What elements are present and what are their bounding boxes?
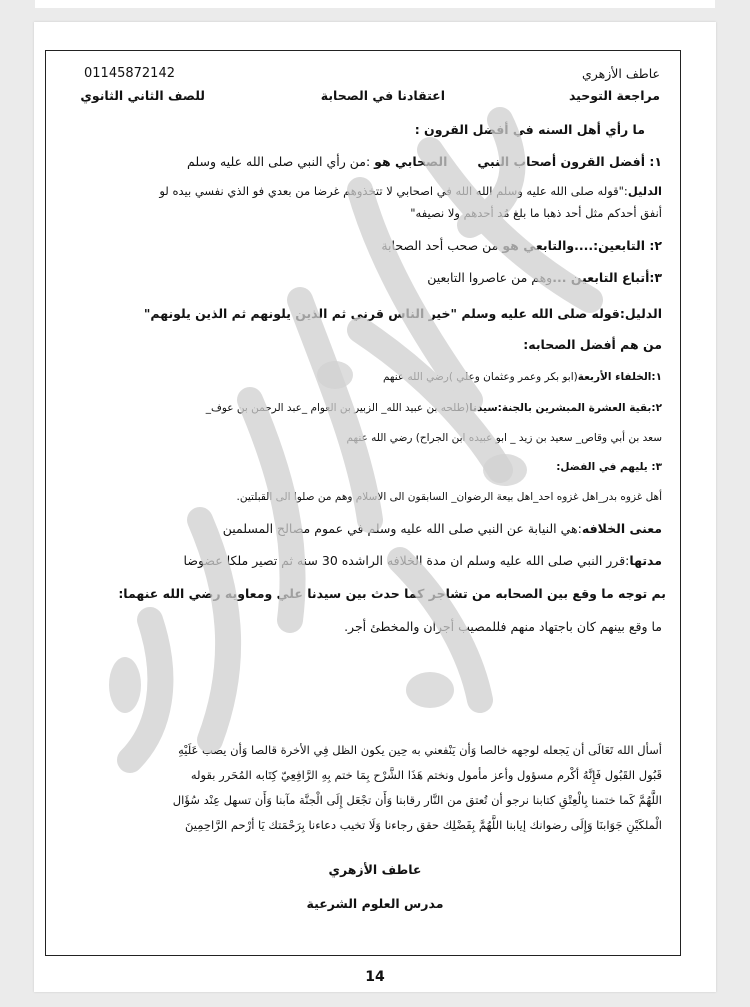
best1-text: (ابو بكر وعمر وعثمان وعلي )رضي الله عنهم — [382, 371, 578, 383]
item3-line — [427, 270, 662, 285]
prayer-line3: اللَّهُمَّ كَما ختمنا بِالْعِتْقِ كتابنا نرجو أن تُعتق من النَّار رقابنا وَأَن تجْعَل إِلَى الْجنَّة مآبنا وَأَن تسهل عِنْد سُؤَال — [172, 793, 662, 807]
signature-title: مدرس العلوم الشرعية — [306, 896, 444, 911]
item3-text: وهم من عاصروا التابعين — [427, 270, 553, 285]
signature-name: عاطف الأزهري — [328, 862, 422, 877]
best2-title: ٢:بقية العشرة المبشرين بالجنة:سيدنا — [469, 402, 662, 414]
best2-line1 — [206, 402, 662, 414]
duration-text: :قرر النبي صلى الله عليه وسلم ان مدة الخلافه الراشده 30 سنه ثم تصير ملكا عضوضا — [183, 553, 630, 568]
evidence1-line1 — [159, 184, 662, 198]
previous-page-edge — [35, 0, 715, 8]
question-heading: ما رأي أهل السنه في أفضل القرون : — [414, 122, 645, 137]
prayer-line2: قَبُول القَبُول فَإِنَّهُ أكْرم مسؤول وأعز مأمول ونختم هَذَا الشَّرْح بِمَا ختم بِهِ الرَّافِعِيّ كِتَابه المُحَرر بقوله — [190, 768, 662, 782]
best3-text: أهل غزوه بدر_اهل غزوه احد_اهل بيعة الرضوان_ السابقون الى الاسلام وهم من صلوا الى القبلتين. — [236, 491, 662, 503]
duration-label: مدتها — [629, 553, 662, 568]
item1-def-text: :من رأي النبي صلى الله عليه وسلم — [187, 154, 371, 169]
best3-title: ٣: يليهم في الفضل: — [556, 461, 662, 473]
item2-line — [381, 238, 662, 253]
best2-line2: سعد بن أبي وقاص_ سعيد بن زيد _ ابو عبيده ابن الجراح) رضي الله عنهم — [346, 432, 662, 444]
best2-text1: (طلحه بن عبيد الله_ الزبير بن العوام _عبد الرحمن بن عوف_ — [205, 402, 470, 414]
item3-title: ٣:أتباع التابعين ... — [552, 270, 662, 285]
prayer-line4: الْملكَيْنِ جَوَابنَا وَإِلَى رضوانك إيابنا اللَّهُمَّ بِفَضْلِك حقق رجاءنا وَلَا تخيب دعاءنا بِرَحْمَتك يَا أرْحم الرَّاحِمِينَ — [185, 818, 662, 832]
page-number: 14 — [365, 969, 385, 985]
item1-def-label: الصحابي هو — [374, 154, 448, 169]
item1-line — [187, 154, 662, 169]
best1-title: ١:الخلفاء الأربعة — [577, 371, 662, 383]
caliphate-line — [223, 521, 662, 536]
evidence2-text: :قوله صلى الله عليه وسلم "خير الناس قرني ثم الذين يلونهم ثم الذين يلونهم" — [143, 306, 625, 321]
topic-title: اعتقادنا في الصحابة — [320, 88, 445, 103]
review-title: مراجعة التوحيد — [568, 88, 660, 103]
item1-title: ١: أفضل القرون أصحاب النبي — [477, 154, 662, 169]
item2-text: من صحب أحد الصحابة — [381, 238, 499, 253]
evidence1-line2: أنفق أحدكم مثل أحد ذهبا ما بلغ مُد أحدهم ولا نصيفه" — [410, 206, 662, 220]
item2-title: ٢: التابعين:....والتابعي هو — [502, 238, 662, 253]
conflict-answer: ما وقع بينهم كان باجتهاد منهم فللمصيب أجران والمخطئ أجر. — [344, 619, 662, 634]
author-name: عاطف الأزهري — [581, 66, 660, 81]
caliphate-label: معنى الخلافه — [581, 521, 662, 536]
duration-line — [184, 553, 662, 568]
prayer-line1: أسأل الله تَعَالَى أن يَجعله لوجهه خالصا وَأن يَنْفعني به حِين يكون الظل فِي الأخرة قالصا وَأن يصب عَلَيْهِ — [178, 743, 662, 757]
grade-label: للصف الثاني الثانوي — [80, 88, 205, 103]
evidence1-text1: :"قوله صلى الله عليه وسلم الله الله في اصحابي لا تتخذوهم غرضا من بعدي فو الذي نفسي بيده لو — [159, 184, 628, 198]
caliphate-text: :هي النيابة عن النبي صلى الله عليه وسلم في عموم مصالح المسلمين — [222, 521, 582, 536]
best1-line — [383, 371, 662, 383]
conflict-question: بم توجه ما وقع بين الصحابه من تشاجر كما حدث بين سيدنا علي ومعاويه رضي الله عنهما: — [118, 586, 666, 601]
evidence1-label: الدليل — [627, 184, 662, 198]
evidence2-label: الدليل — [624, 306, 662, 321]
best-heading: من هم أفضل الصحابه: — [523, 337, 662, 352]
phone-number: 01145872142 — [84, 66, 175, 81]
evidence2-line — [144, 306, 662, 321]
